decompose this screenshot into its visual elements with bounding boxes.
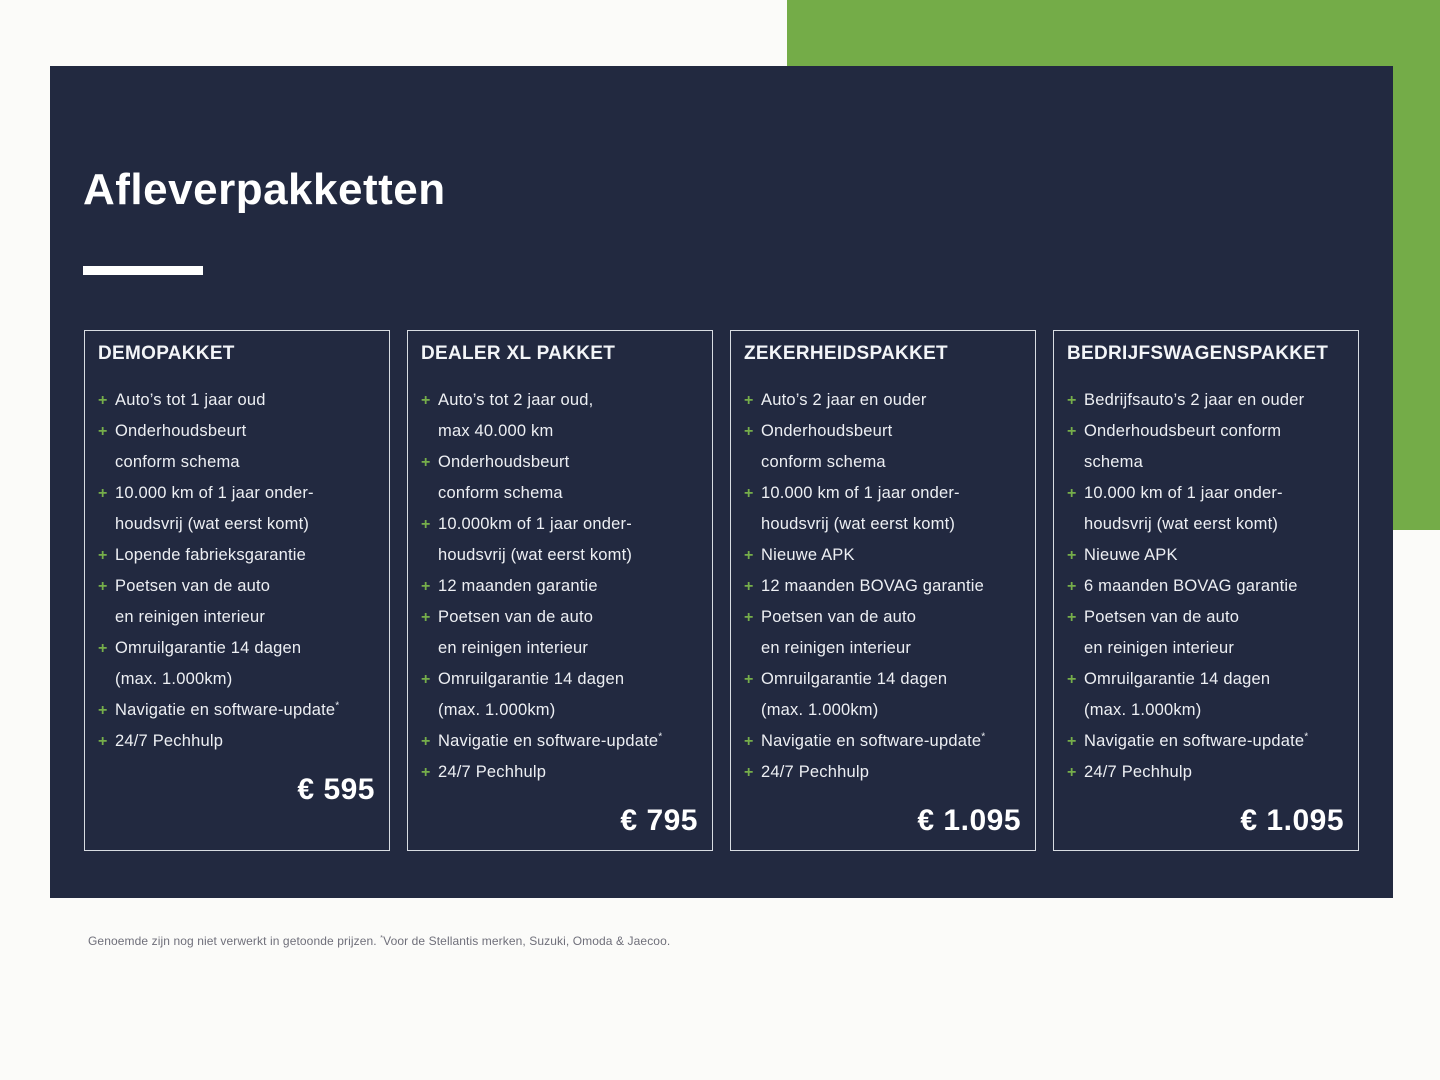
- feature-line: 6 maanden BOVAG garantie: [1084, 576, 1298, 595]
- footnote: Genoemde zijn nog niet verwerkt in getoonde prijzen. *Voor de Stellantis merken, Suzuki, Omoda & Jaecoo.: [88, 933, 671, 948]
- feature-line: Auto’s 2 jaar en ouder: [761, 390, 927, 409]
- feature-lines: [761, 478, 1022, 540]
- plus-icon: +: [1067, 546, 1077, 564]
- feature-item: [421, 385, 699, 447]
- feature-item: [744, 726, 1022, 757]
- plus-icon: +: [421, 608, 431, 626]
- package-feature-list: [744, 385, 1022, 788]
- feature-item: [1067, 385, 1345, 416]
- package-title: DEMOPAKKET: [98, 343, 235, 364]
- feature-item: [421, 571, 699, 602]
- feature-item: [98, 571, 376, 633]
- feature-line: 12 maanden BOVAG garantie: [761, 576, 984, 595]
- feature-item: [744, 416, 1022, 478]
- feature-lines: [761, 385, 1022, 416]
- feature-item: [98, 695, 376, 726]
- feature-line: 10.000 km of 1 jaar onder-: [761, 483, 960, 502]
- page-title: Afleverpakketten: [83, 165, 446, 214]
- plus-icon: +: [1067, 763, 1077, 781]
- feature-lines: [761, 602, 1022, 664]
- feature-item: [744, 385, 1022, 416]
- feature-line: Onderhoudsbeurt: [438, 452, 570, 471]
- asterisk-marker: *: [1304, 731, 1309, 743]
- plus-icon: +: [421, 515, 431, 533]
- feature-lines: [761, 540, 1022, 571]
- feature-line: conform schema: [115, 452, 240, 471]
- feature-line: houdsvrij (wat eerst komt): [115, 514, 310, 533]
- feature-line: Navigatie en software-update*: [761, 731, 986, 750]
- feature-lines: [1084, 416, 1345, 478]
- feature-line: Poetsen van de auto: [761, 607, 917, 626]
- feature-line: 12 maanden garantie: [438, 576, 598, 595]
- feature-line: schema: [1084, 452, 1143, 471]
- plus-icon: +: [98, 732, 108, 750]
- feature-lines: [438, 602, 699, 664]
- feature-item: [421, 726, 699, 757]
- plus-icon: +: [744, 670, 754, 688]
- feature-lines: [438, 447, 699, 509]
- feature-item: [744, 757, 1022, 788]
- asterisk-marker: *: [380, 933, 384, 942]
- package-card: [1053, 330, 1359, 851]
- asterisk-marker: *: [335, 700, 340, 712]
- feature-item: [98, 385, 376, 416]
- feature-line: 24/7 Pechhulp: [1084, 762, 1193, 781]
- feature-line: en reinigen interieur: [438, 638, 589, 657]
- plus-icon: +: [744, 391, 754, 409]
- plus-icon: +: [421, 732, 431, 750]
- feature-lines: [1084, 478, 1345, 540]
- feature-item: [744, 571, 1022, 602]
- feature-line: Auto’s tot 1 jaar oud: [115, 390, 266, 409]
- feature-item: [1067, 757, 1345, 788]
- plus-icon: +: [1067, 391, 1077, 409]
- feature-item: [421, 602, 699, 664]
- feature-lines: [761, 571, 1022, 602]
- feature-line: 10.000 km of 1 jaar onder-: [115, 483, 314, 502]
- package-card: [84, 330, 390, 851]
- package-card: [730, 330, 1036, 851]
- feature-lines: [438, 664, 699, 726]
- feature-line: Onderhoudsbeurt: [761, 421, 893, 440]
- feature-lines: [438, 509, 699, 571]
- feature-item: [98, 633, 376, 695]
- feature-lines: [1084, 602, 1345, 664]
- packages-row: [84, 330, 1359, 851]
- feature-item: [421, 757, 699, 788]
- feature-line: Lopende fabrieksgarantie: [115, 545, 307, 564]
- plus-icon: +: [98, 577, 108, 595]
- feature-line: 10.000km of 1 jaar onder-: [438, 514, 632, 533]
- feature-item: [98, 478, 376, 540]
- plus-icon: +: [98, 391, 108, 409]
- feature-line: (max. 1.000km): [438, 700, 556, 719]
- package-price: € 595: [297, 772, 375, 806]
- plus-icon: +: [1067, 608, 1077, 626]
- title-underline: [83, 266, 203, 275]
- feature-item: [1067, 571, 1345, 602]
- asterisk-marker: *: [658, 731, 663, 743]
- plus-icon: +: [421, 763, 431, 781]
- package-title: BEDRIJFSWAGENSPAKKET: [1067, 343, 1329, 364]
- feature-line: conform schema: [438, 483, 563, 502]
- feature-line: 24/7 Pechhulp: [115, 731, 224, 750]
- feature-line: Bedrijfsauto’s 2 jaar en ouder: [1084, 390, 1305, 409]
- feature-lines: [438, 385, 699, 447]
- feature-line: Navigatie en software-update*: [1084, 731, 1309, 750]
- feature-lines: [761, 416, 1022, 478]
- feature-line: 10.000 km of 1 jaar onder-: [1084, 483, 1283, 502]
- feature-line: Poetsen van de auto: [1084, 607, 1240, 626]
- feature-item: [421, 664, 699, 726]
- feature-lines: [761, 757, 1022, 788]
- plus-icon: +: [421, 391, 431, 409]
- plus-icon: +: [744, 422, 754, 440]
- plus-icon: +: [1067, 670, 1077, 688]
- package-title: ZEKERHEIDSPAKKET: [744, 343, 948, 364]
- feature-line: max 40.000 km: [438, 421, 554, 440]
- package-card: [407, 330, 713, 851]
- feature-lines: [1084, 540, 1345, 571]
- package-title: DEALER XL PAKKET: [421, 343, 616, 364]
- package-feature-list: [421, 385, 699, 788]
- feature-line: Onderhoudsbeurt conform: [1084, 421, 1282, 440]
- feature-line: houdsvrij (wat eerst komt): [1084, 514, 1279, 533]
- feature-line: houdsvrij (wat eerst komt): [761, 514, 956, 533]
- plus-icon: +: [98, 639, 108, 657]
- feature-item: [98, 416, 376, 478]
- feature-line: conform schema: [761, 452, 886, 471]
- feature-line: (max. 1.000km): [1084, 700, 1202, 719]
- feature-lines: [438, 726, 699, 757]
- plus-icon: +: [744, 546, 754, 564]
- feature-lines: [115, 540, 376, 571]
- feature-line: (max. 1.000km): [761, 700, 879, 719]
- feature-item: [98, 726, 376, 757]
- content-panel: [50, 66, 1393, 898]
- feature-lines: [115, 416, 376, 478]
- feature-item: [421, 447, 699, 509]
- feature-lines: [1084, 571, 1345, 602]
- feature-lines: [1084, 664, 1345, 726]
- plus-icon: +: [744, 484, 754, 502]
- feature-lines: [1084, 726, 1345, 757]
- plus-icon: +: [421, 453, 431, 471]
- feature-lines: [761, 726, 1022, 757]
- feature-lines: [1084, 385, 1345, 416]
- feature-item: [1067, 726, 1345, 757]
- feature-line: 24/7 Pechhulp: [438, 762, 547, 781]
- feature-lines: [438, 757, 699, 788]
- feature-lines: [115, 633, 376, 695]
- feature-lines: [761, 664, 1022, 726]
- feature-item: [1067, 416, 1345, 478]
- package-feature-list: [1067, 385, 1345, 788]
- feature-line: Nieuwe APK: [1084, 545, 1178, 564]
- package-price: € 1.095: [917, 803, 1021, 837]
- feature-line: en reinigen interieur: [1084, 638, 1235, 657]
- plus-icon: +: [98, 422, 108, 440]
- feature-lines: [115, 385, 376, 416]
- feature-line: en reinigen interieur: [761, 638, 912, 657]
- asterisk-marker: *: [981, 731, 986, 743]
- feature-item: [744, 540, 1022, 571]
- feature-line: Navigatie en software-update*: [115, 700, 340, 719]
- feature-lines: [1084, 757, 1345, 788]
- feature-lines: [115, 478, 376, 540]
- feature-lines: [115, 726, 376, 757]
- plus-icon: +: [744, 608, 754, 626]
- feature-item: [1067, 478, 1345, 540]
- feature-line: 24/7 Pechhulp: [761, 762, 870, 781]
- feature-item: [744, 602, 1022, 664]
- feature-line: Navigatie en software-update*: [438, 731, 663, 750]
- feature-line: Omruilgarantie 14 dagen: [438, 669, 625, 688]
- feature-item: [1067, 540, 1345, 571]
- feature-line: Omruilgarantie 14 dagen: [1084, 669, 1271, 688]
- feature-line: Poetsen van de auto: [438, 607, 594, 626]
- feature-line: Omruilgarantie 14 dagen: [761, 669, 948, 688]
- feature-item: [744, 664, 1022, 726]
- package-feature-list: [98, 385, 376, 757]
- feature-lines: [115, 695, 376, 726]
- plus-icon: +: [98, 484, 108, 502]
- plus-icon: +: [744, 763, 754, 781]
- feature-line: Auto’s tot 2 jaar oud,: [438, 390, 594, 409]
- plus-icon: +: [421, 577, 431, 595]
- plus-icon: +: [744, 577, 754, 595]
- feature-item: [1067, 664, 1345, 726]
- feature-item: [98, 540, 376, 571]
- feature-lines: [438, 571, 699, 602]
- package-price: € 1.095: [1240, 803, 1344, 837]
- package-price: € 795: [620, 803, 698, 837]
- feature-line: houdsvrij (wat eerst komt): [438, 545, 633, 564]
- plus-icon: +: [1067, 577, 1077, 595]
- plus-icon: +: [1067, 484, 1077, 502]
- plus-icon: +: [421, 670, 431, 688]
- plus-icon: +: [1067, 422, 1077, 440]
- plus-icon: +: [98, 701, 108, 719]
- feature-item: [421, 509, 699, 571]
- feature-item: [744, 478, 1022, 540]
- feature-line: Omruilgarantie 14 dagen: [115, 638, 302, 657]
- plus-icon: +: [98, 546, 108, 564]
- feature-line: Onderhoudsbeurt: [115, 421, 247, 440]
- plus-icon: +: [1067, 732, 1077, 750]
- feature-line: Nieuwe APK: [761, 545, 855, 564]
- feature-line: en reinigen interieur: [115, 607, 266, 626]
- plus-icon: +: [744, 732, 754, 750]
- feature-line: Poetsen van de auto: [115, 576, 271, 595]
- feature-item: [1067, 602, 1345, 664]
- feature-lines: [115, 571, 376, 633]
- feature-line: (max. 1.000km): [115, 669, 233, 688]
